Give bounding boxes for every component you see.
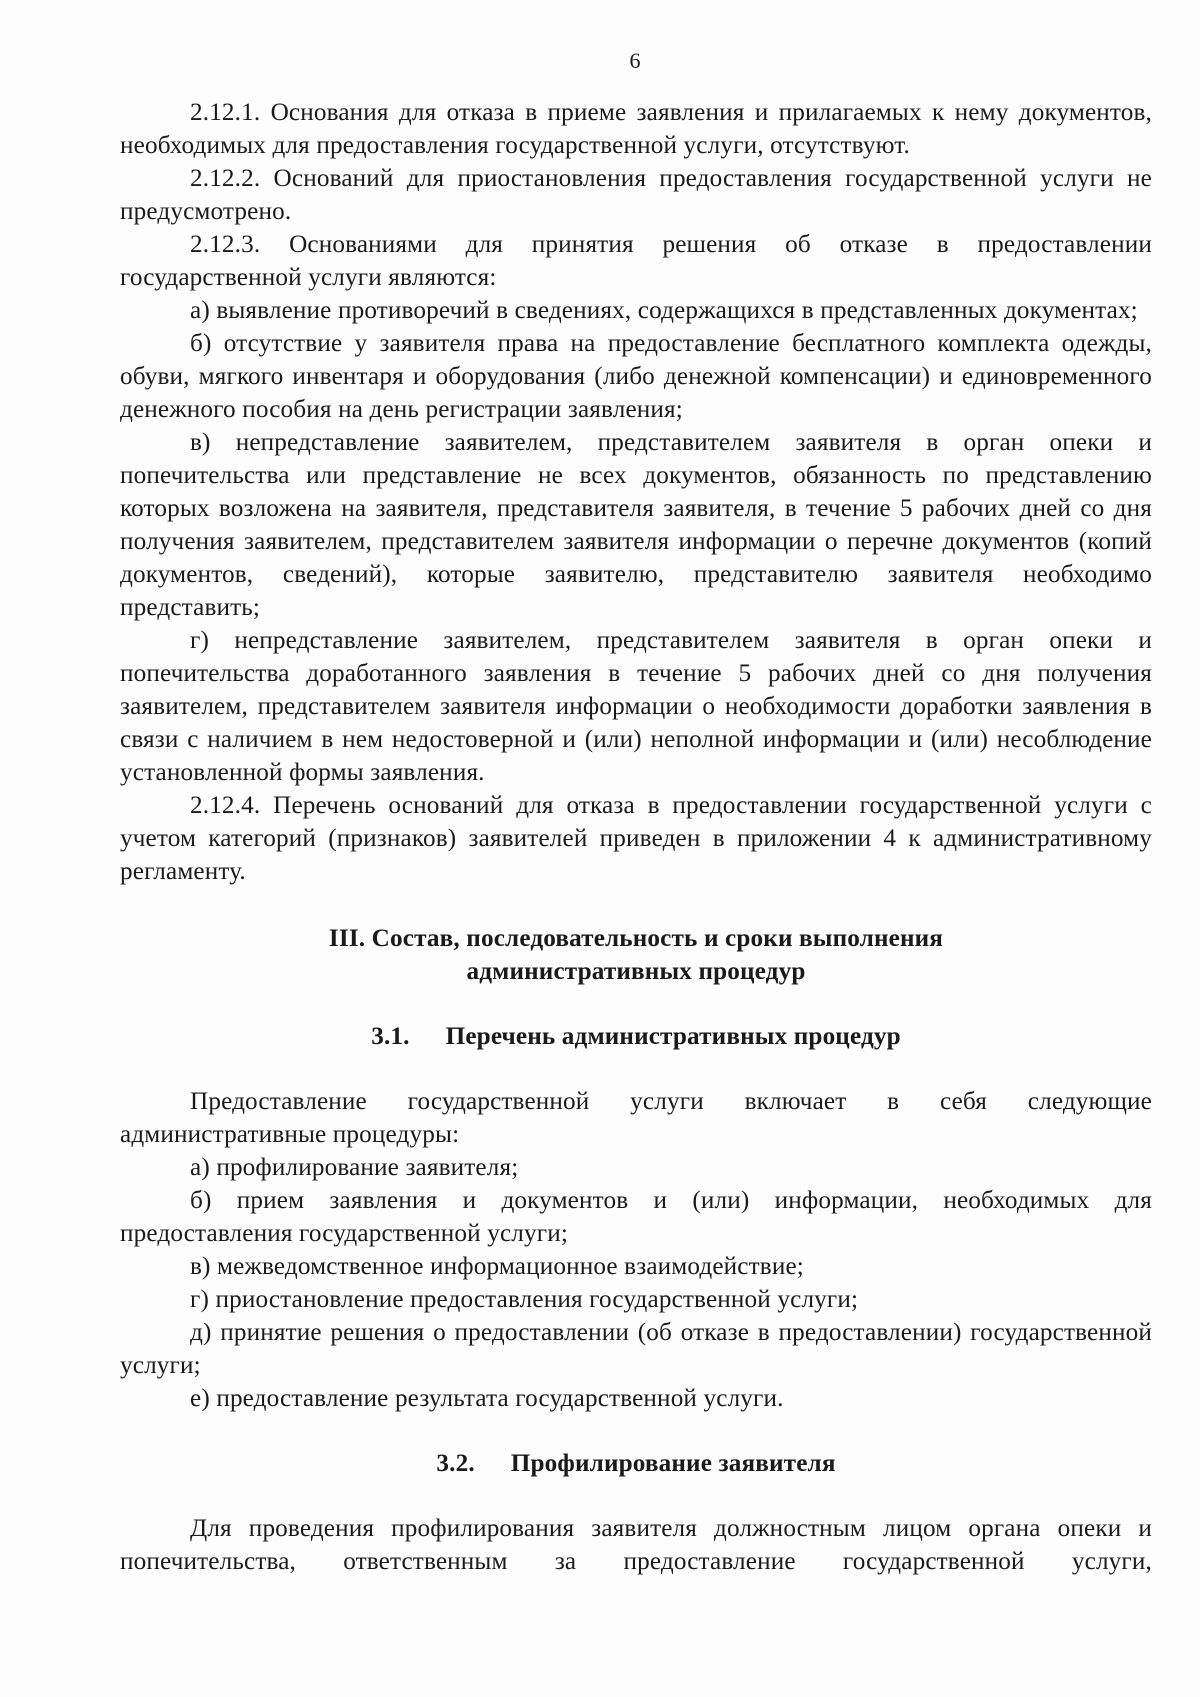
subsection-3-2-number: 3.2. xyxy=(436,1450,475,1477)
procedure-item-b: б) прием заявления и документов и (или) информации, необходимых для предоставления государственной услуги; xyxy=(120,1187,1152,1247)
procedure-item-d: д) принятие решения о предоставлении (об отказе в предоставлении) государственной услуги; xyxy=(120,1319,1152,1379)
subsection-3-1-heading xyxy=(120,1020,1152,1053)
list-item-a: а) выявление противоречий в сведениях, содержащихся в представленных документах; xyxy=(190,297,1138,324)
paragraph-2-12-4: 2.12.4. Перечень оснований для отказа в предоставлении государственной услуги с учетом категорий (признаков) заявителей приведен в приложении 4 к административному регламенту. xyxy=(120,792,1152,885)
subsection-3-1-number: 3.1. xyxy=(371,1023,410,1050)
paragraph-2-12-1: 2.12.1. Основания для отказа в приеме заявления и прилагаемых к нему документов, необходимых для предоставления государственной услуги, отсутствуют. xyxy=(120,99,1152,159)
section-3-title-line-2: административных процедур xyxy=(466,958,806,985)
paragraph-3-2-body: Для проведения профилирования заявителя должностным лицом органа опеки и попечительства, ответственным за предоставление государственной услуги, xyxy=(120,1515,1152,1575)
list-item-g: г) непредставление заявителем, представителем заявителя в орган опеки и попечительства доработанного заявления в течение 5 рабочих дней со дня получения заявителем, представителем заявителя информации о необходимости доработки заявления в связи с наличием в нем недостоверной и (или) неполной информации и (или) несоблюдение установленной формы заявления. xyxy=(120,627,1152,786)
section-3-heading xyxy=(120,922,1152,988)
document-body xyxy=(120,96,1152,1578)
procedure-item-e: е) предоставление результата государственной услуги. xyxy=(190,1385,784,1412)
list-item-b: б) отсутствие у заявителя права на предоставление бесплатного комплекта одежды, обуви, мягкого инвентаря и оборудования (либо денежной компенсации) и единовременного денежного пособия на день регистрации заявления; xyxy=(120,330,1152,423)
subsection-3-2-title: Профилирование заявителя xyxy=(510,1450,836,1477)
paragraph-2-12-3: 2.12.3. Основаниями для принятия решения об отказе в предоставлении государственной услуги являются: xyxy=(120,231,1152,291)
section-3-title-line-1: III. Состав, последовательность и сроки выполнения xyxy=(328,925,944,952)
page-number: 6 xyxy=(629,48,641,73)
list-item-v: в) непредставление заявителем, представителем заявителя в орган опеки и попечительства или представление не всех документов, обязанность по представлению которых возложена на заявителя, представителя заявителя, в течение 5 рабочих дней со дня получения заявителем, представителем заявителя информации о перечне документов (копий документов, сведений), которые заявителю, представителю заявителя необходимо представить; xyxy=(120,429,1152,621)
paragraph-3-1-intro: Предоставление государственной услуги включает в себя следующие административные процедуры: xyxy=(120,1088,1152,1148)
procedure-item-a: а) профилирование заявителя; xyxy=(190,1154,519,1181)
subsection-3-2-heading xyxy=(120,1447,1152,1480)
procedure-item-g: г) приостановление предоставления государственной услуги; xyxy=(190,1286,859,1313)
procedure-item-v: в) межведомственное информационное взаимодействие; xyxy=(190,1253,804,1280)
paragraph-2-12-2: 2.12.2. Оснований для приостановления предоставления государственной услуги не предусмотрено. xyxy=(120,165,1152,225)
subsection-3-1-title: Перечень административных процедур xyxy=(445,1023,901,1050)
